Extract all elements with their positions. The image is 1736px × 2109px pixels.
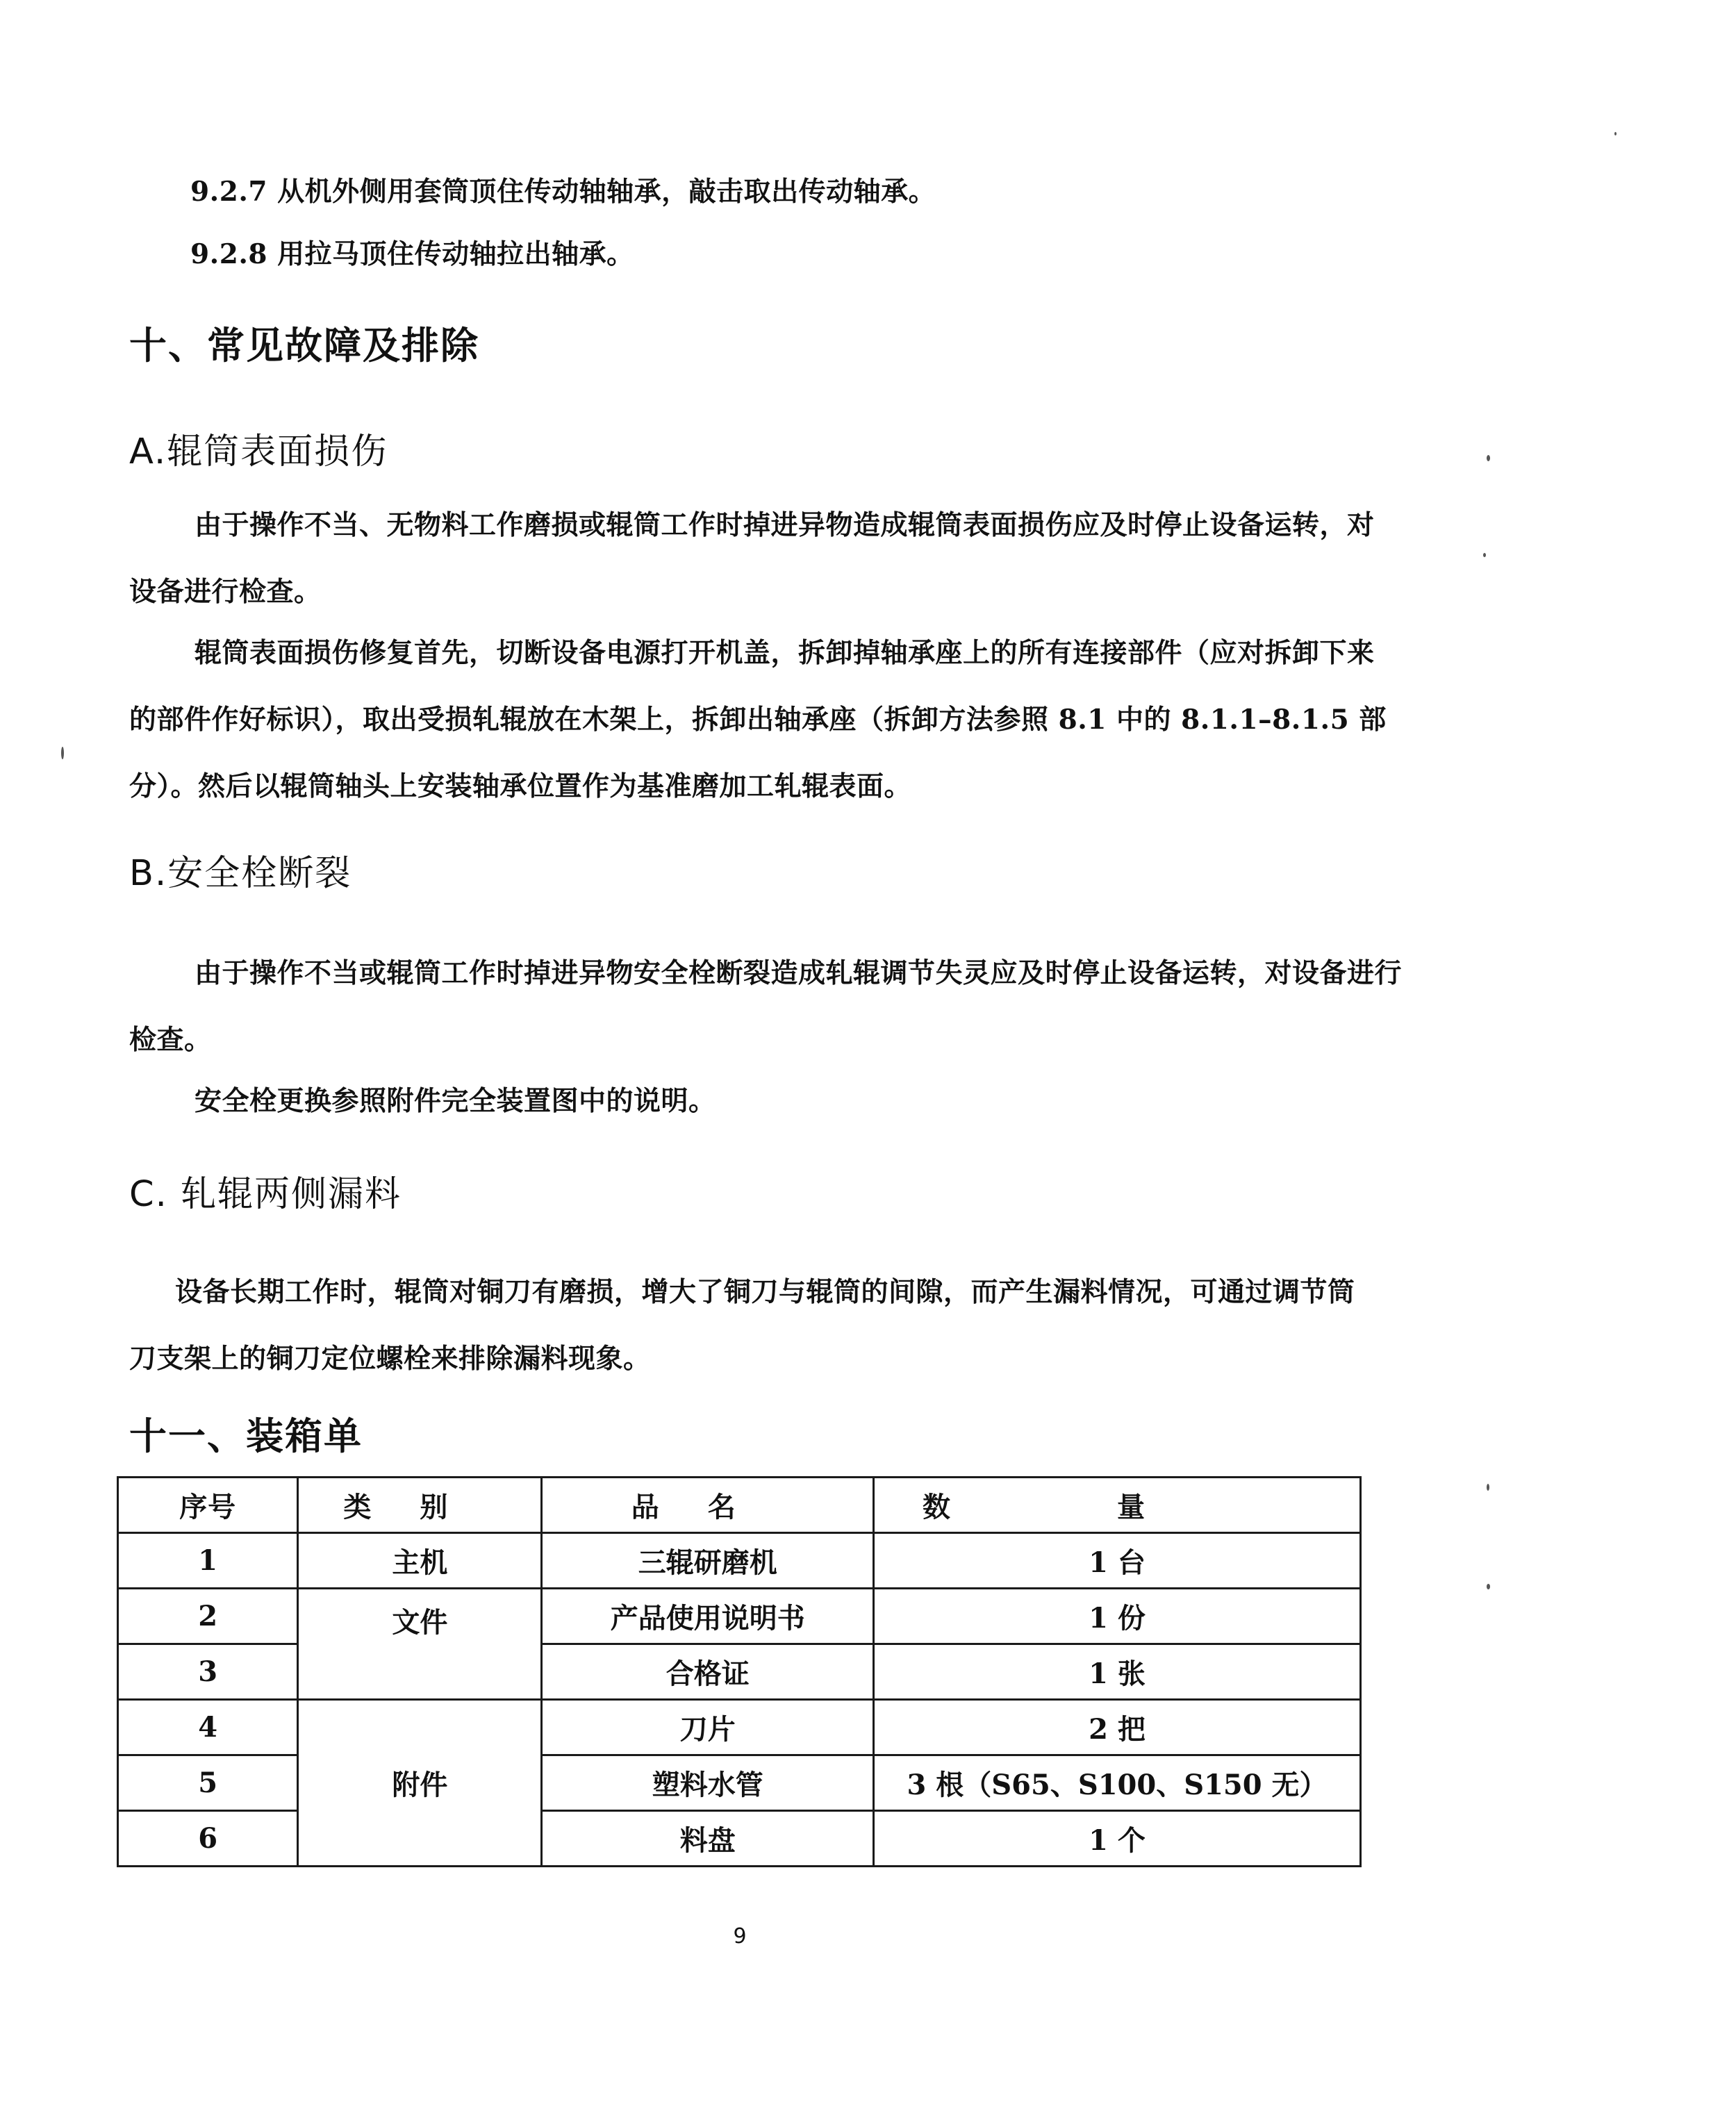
cell-name: 产品使用说明书: [542, 1589, 874, 1644]
subsection-b-heading: B.安全栓断裂: [129, 853, 352, 894]
table-row: [118, 1533, 1361, 1589]
scan-speck: [1487, 455, 1490, 461]
cell-category: 文件: [298, 1589, 542, 1700]
header-category: 类别: [298, 1478, 542, 1533]
subsection-b-paragraph-1: 由于操作不当或辊筒工作时掉进异物安全栓断裂造成轧辊调节失灵应及时停止设备运转，对设备进行检查。: [129, 957, 1403, 1056]
cell-qty: 3 根（S65、S100、S150 无）: [874, 1755, 1361, 1811]
cell-qty: 2 把: [874, 1700, 1361, 1755]
header-qty: 数量: [874, 1478, 1361, 1533]
cell-qty: 1 个: [874, 1811, 1361, 1867]
cell-qty: 1 份: [874, 1589, 1361, 1644]
cell-no: 2: [118, 1589, 298, 1644]
table-row: [118, 1589, 1361, 1644]
cell-category: 主机: [298, 1533, 542, 1589]
paragraph-9-2-8: 9.2.8 用拉马顶住传动轴拉出轴承。: [190, 238, 634, 270]
cell-name: 塑料水管: [542, 1755, 874, 1811]
table-row: [118, 1700, 1361, 1755]
subsection-c-heading: C. 轧辊两侧漏料: [129, 1174, 402, 1215]
scan-speck: [1614, 132, 1617, 135]
scan-speck: [1483, 553, 1486, 557]
cell-name: 合格证: [542, 1644, 874, 1700]
cell-no: 1: [118, 1533, 298, 1589]
cell-no: 5: [118, 1755, 298, 1811]
cell-qty: 1 台: [874, 1533, 1361, 1589]
page-number: 9: [733, 1924, 747, 1949]
subsection-a-heading: A.辊筒表面损伤: [129, 431, 388, 472]
header-name: 品名: [542, 1478, 874, 1533]
cell-category: 附件: [298, 1700, 542, 1867]
packing-list-table: [117, 1476, 1362, 1867]
section-11-heading: 十一、装箱单: [129, 1414, 363, 1458]
header-no: 序号: [118, 1478, 298, 1533]
subsection-a-paragraph-2: 辊筒表面损伤修复首先，切断设备电源打开机盖，拆卸掉轴承座上的所有连接部件（应对拆卸下来的部件作好标识），取出受损轧辊放在木架上，拆卸出轴承座（拆卸方法参照 8.1 中的 8.1.1–8.1.5 部分）。然后以辊筒轴头上安装轴承位置作为基准磨加工轧辊表面。: [129, 637, 1387, 802]
subsection-b-paragraph-2: 安全栓更换参照附件完全装置图中的说明。: [195, 1085, 716, 1117]
subsection-c-paragraph-1: 设备长期工作时，辊筒对铜刀有磨损，增大了铜刀与辊筒的间隙，而产生漏料情况，可通过调节筒刀支架上的铜刀定位螺栓来排除漏料现象。: [129, 1276, 1355, 1375]
cell-name: 刀片: [542, 1700, 874, 1755]
section-10-heading: 十、常见故障及排除: [129, 324, 479, 367]
cell-name: 三辊研磨机: [542, 1533, 874, 1589]
scan-speck: [1487, 1584, 1490, 1589]
cell-no: 4: [118, 1700, 298, 1755]
cell-name: 料盘: [542, 1811, 874, 1867]
scan-speck: [1487, 1484, 1489, 1491]
table-header-row: [118, 1478, 1361, 1533]
cell-no: 3: [118, 1644, 298, 1700]
cell-no: 6: [118, 1811, 298, 1867]
scan-speck: [61, 747, 64, 759]
cell-qty: 1 张: [874, 1644, 1361, 1700]
paragraph-9-2-7: 9.2.7 从机外侧用套筒顶住传动轴轴承，敲击取出传动轴承。: [190, 176, 936, 208]
subsection-a-paragraph-1: 由于操作不当、无物料工作磨损或辊筒工作时掉进异物造成辊筒表面损伤应及时停止设备运转，对设备进行检查。: [129, 509, 1375, 608]
